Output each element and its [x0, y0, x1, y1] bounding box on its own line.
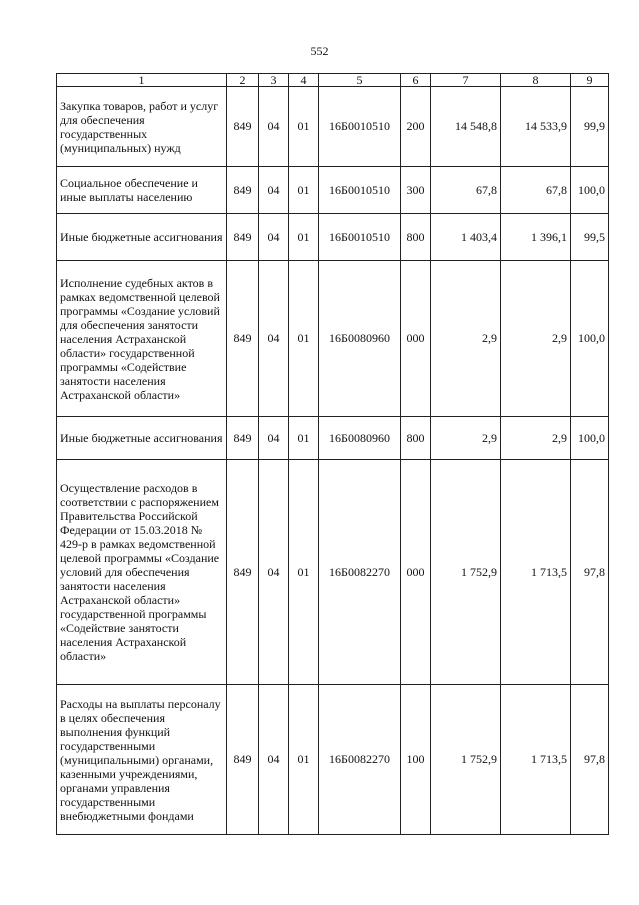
plan-amount: 1 752,9 — [431, 685, 501, 835]
execution-percent: 99,9 — [571, 87, 609, 167]
execution-percent: 100,0 — [571, 167, 609, 214]
subsection-code: 01 — [289, 214, 319, 261]
ministry-code: 849 — [227, 167, 259, 214]
expense-type-code: 800 — [401, 214, 431, 261]
subsection-code: 01 — [289, 685, 319, 835]
subsection-code: 01 — [289, 261, 319, 417]
table-row — [57, 460, 609, 685]
expense-type-code: 100 — [401, 685, 431, 835]
actual-amount: 2,9 — [501, 261, 571, 417]
section-code: 04 — [259, 417, 289, 460]
table-row — [57, 87, 609, 167]
subsection-code: 01 — [289, 460, 319, 685]
budget-table — [56, 73, 609, 835]
header-cell: 1 — [57, 74, 227, 87]
target-article-code: 16Б0010510 — [319, 167, 401, 214]
table-row — [57, 261, 609, 417]
ministry-code: 849 — [227, 261, 259, 417]
section-code: 04 — [259, 167, 289, 214]
table-row — [57, 685, 609, 835]
table-row — [57, 417, 609, 460]
actual-amount: 67,8 — [501, 167, 571, 214]
table-row — [57, 167, 609, 214]
table-row — [57, 214, 609, 261]
ministry-code: 849 — [227, 417, 259, 460]
plan-amount: 2,9 — [431, 417, 501, 460]
target-article-code: 16Б0010510 — [319, 87, 401, 167]
ministry-code: 849 — [227, 87, 259, 167]
page-number: 552 — [310, 44, 329, 58]
ministry-code: 849 — [227, 214, 259, 261]
header-cell: 6 — [401, 74, 431, 87]
expense-type-code: 800 — [401, 417, 431, 460]
plan-amount: 67,8 — [431, 167, 501, 214]
expense-name: Осуществление расходов в соответствии с распоряжением Правительства Российской Федерации от 15.03.2018 № 429-р в рамках ведомственной целевой программы «Создание условий для обеспечения занятости населения Астраханской области» государственной программы «Содействие занятости населения Астраханской области» — [57, 460, 227, 685]
header-cell: 9 — [571, 74, 609, 87]
target-article-code: 16Б0080960 — [319, 417, 401, 460]
subsection-code: 01 — [289, 417, 319, 460]
expense-name: Расходы на выплаты персоналу в целях обеспечения выполнения функций государственными (муниципальными) органами, казенными учреждениями, органами управления государственными внебюджетными фондами — [57, 685, 227, 835]
execution-percent: 99,5 — [571, 214, 609, 261]
expense-name: Исполнение судебных актов в рамках ведомственной целевой программы «Создание условий для обеспечения занятости населения Астраханской области» государственной программы «Содействие занятости населения Астраханской области» — [57, 261, 227, 417]
header-cell: 3 — [259, 74, 289, 87]
target-article-code: 16Б0010510 — [319, 214, 401, 261]
actual-amount: 1 713,5 — [501, 460, 571, 685]
expense-type-code: 300 — [401, 167, 431, 214]
actual-amount: 1 396,1 — [501, 214, 571, 261]
expense-name: Иные бюджетные ассигнования — [57, 417, 227, 460]
header-cell: 8 — [501, 74, 571, 87]
subsection-code: 01 — [289, 167, 319, 214]
execution-percent: 97,8 — [571, 685, 609, 835]
ministry-code: 849 — [227, 460, 259, 685]
section-code: 04 — [259, 460, 289, 685]
header-cell: 4 — [289, 74, 319, 87]
plan-amount: 14 548,8 — [431, 87, 501, 167]
header-cell: 5 — [319, 74, 401, 87]
section-code: 04 — [259, 261, 289, 417]
expense-type-code: 200 — [401, 87, 431, 167]
header-cell: 7 — [431, 74, 501, 87]
ministry-code: 849 — [227, 685, 259, 835]
expense-type-code: 000 — [401, 460, 431, 685]
section-code: 04 — [259, 685, 289, 835]
section-code: 04 — [259, 87, 289, 167]
expense-name: Социальное обеспечение и иные выплаты населению — [57, 167, 227, 214]
execution-percent: 100,0 — [571, 261, 609, 417]
plan-amount: 1 752,9 — [431, 460, 501, 685]
target-article-code: 16Б0082270 — [319, 685, 401, 835]
expense-name: Иные бюджетные ассигнования — [57, 214, 227, 261]
plan-amount: 1 403,4 — [431, 214, 501, 261]
execution-percent: 100,0 — [571, 417, 609, 460]
plan-amount: 2,9 — [431, 261, 501, 417]
execution-percent: 97,8 — [571, 460, 609, 685]
header-cell: 2 — [227, 74, 259, 87]
target-article-code: 16Б0082270 — [319, 460, 401, 685]
target-article-code: 16Б0080960 — [319, 261, 401, 417]
actual-amount: 1 713,5 — [501, 685, 571, 835]
actual-amount: 2,9 — [501, 417, 571, 460]
subsection-code: 01 — [289, 87, 319, 167]
section-code: 04 — [259, 214, 289, 261]
expense-name: Закупка товаров, работ и услуг для обеспечения государственных (муниципальных) нужд — [57, 87, 227, 167]
expense-type-code: 000 — [401, 261, 431, 417]
header-row — [57, 74, 609, 87]
actual-amount: 14 533,9 — [501, 87, 571, 167]
